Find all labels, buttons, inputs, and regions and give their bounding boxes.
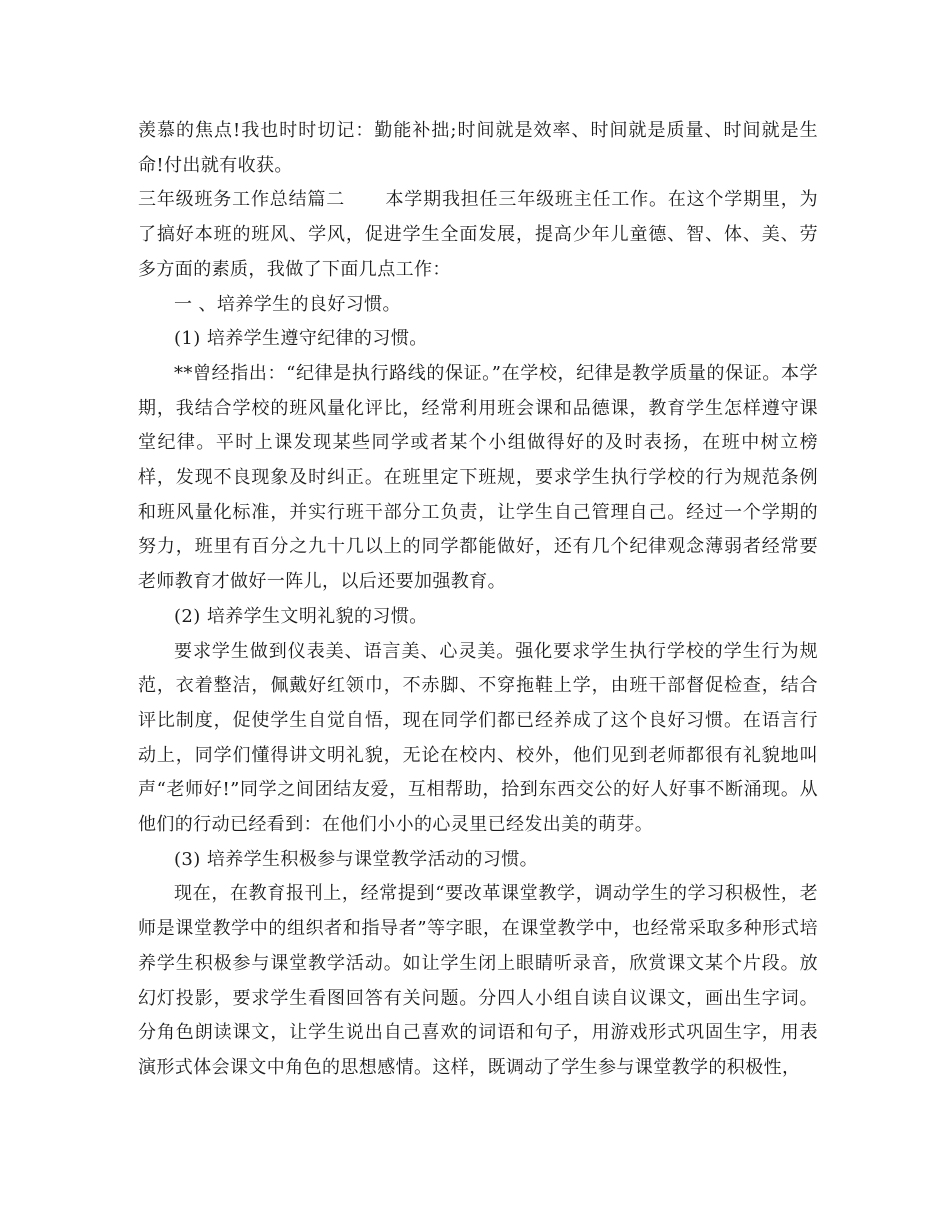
heading-habits: 一 、培养学生的良好习惯。 (174, 293, 401, 315)
paragraph-manners: 要求学生做到仪表美、语言美、心灵美。强化要求学生执行学校的学生行为规范，衣着整洁，佩戴好红领巾，不赤脚、不穿拖鞋上学，由班干部督促检查，结合评比制度，促使学生自觉自悟，现在同学们都已经养成了这个良好习惯。在语言行动上，同学们懂得讲文明礼貌，无论在校内、校外，他们见到老师都很有礼貌地叫声“老师好!”同学之间团结友爱，互相帮助，拾到东西交公的好人好事不断涌现。从他们的行动已经看到：在他们小小的心灵里已经发出美的萌芽。 (138, 640, 818, 836)
section-intro-paragraph (138, 183, 818, 287)
paragraph-discipline: **曾经指出：“纪律是执行路线的保证。”在学校，纪律是教学质量的保证。本学期，我结合学校的班风量化评比，经常利用班会课和品德课，教育学生怎样遵守课堂纪律。平时上课发现某些同学或者某个小组做得好的及时表扬，在班中树立榜样，发现不良现象及时纠正。在班里定下班规，要求学生执行学校的行为规范条例和班风量化标准，并实行班干部分工负责，让学生自己管理自己。经过一个学期的努力，班里有百分之九十几以上的同学都能做好，还有几个纪律观念薄弱者经常要老师教育才做好一阵儿，以后还要加强教育。 (138, 362, 818, 593)
document-body (138, 114, 818, 1086)
subheading-participation: (3) 培养学生积极参与课堂教学活动的习惯。 (174, 848, 539, 870)
paragraph-participation: 现在，在教育报刊上，经常提到“要改革课堂教学，调动学生的学习积极性，老师是课堂教学中的组织者和指导者”等字眼，在课堂教学中，也经常采取多种形式培养学生积极参与课堂教学活动。如让学生闭上眼睛听录音，欣赏课文某个片段。放幻灯投影，要求学生看图回答有关问题。分四人小组自读自议课文，画出生字词。分角色朗读课文，让学生说出自己喜欢的词语和句子，用游戏形式巩固生字，用表演形式体会课文中角色的思想感情。这样，既调动了学生参与课堂教学的积极性， (138, 883, 818, 1078)
section-intro-text: 本学期我担任三年级班主任工作。在这个学期里，为了搞好本班的班风、学风，促进学生全面发展，提高少年儿童德、智、体、美、劳多方面的素质，我做了下面几点工作： (138, 189, 818, 280)
paragraph-continuation: 羡慕的焦点!我也时时切记：勤能补拙;时间就是效率、时间就是质量、时间就是生命!付出就有收获。 (138, 120, 818, 176)
subheading-manners: (2) 培养学生文明礼貌的习惯。 (174, 605, 428, 627)
section-title: 三年级班务工作总结篇二 (138, 189, 346, 211)
subheading-discipline: (1) 培养学生遵守纪律的习惯。 (174, 328, 428, 350)
